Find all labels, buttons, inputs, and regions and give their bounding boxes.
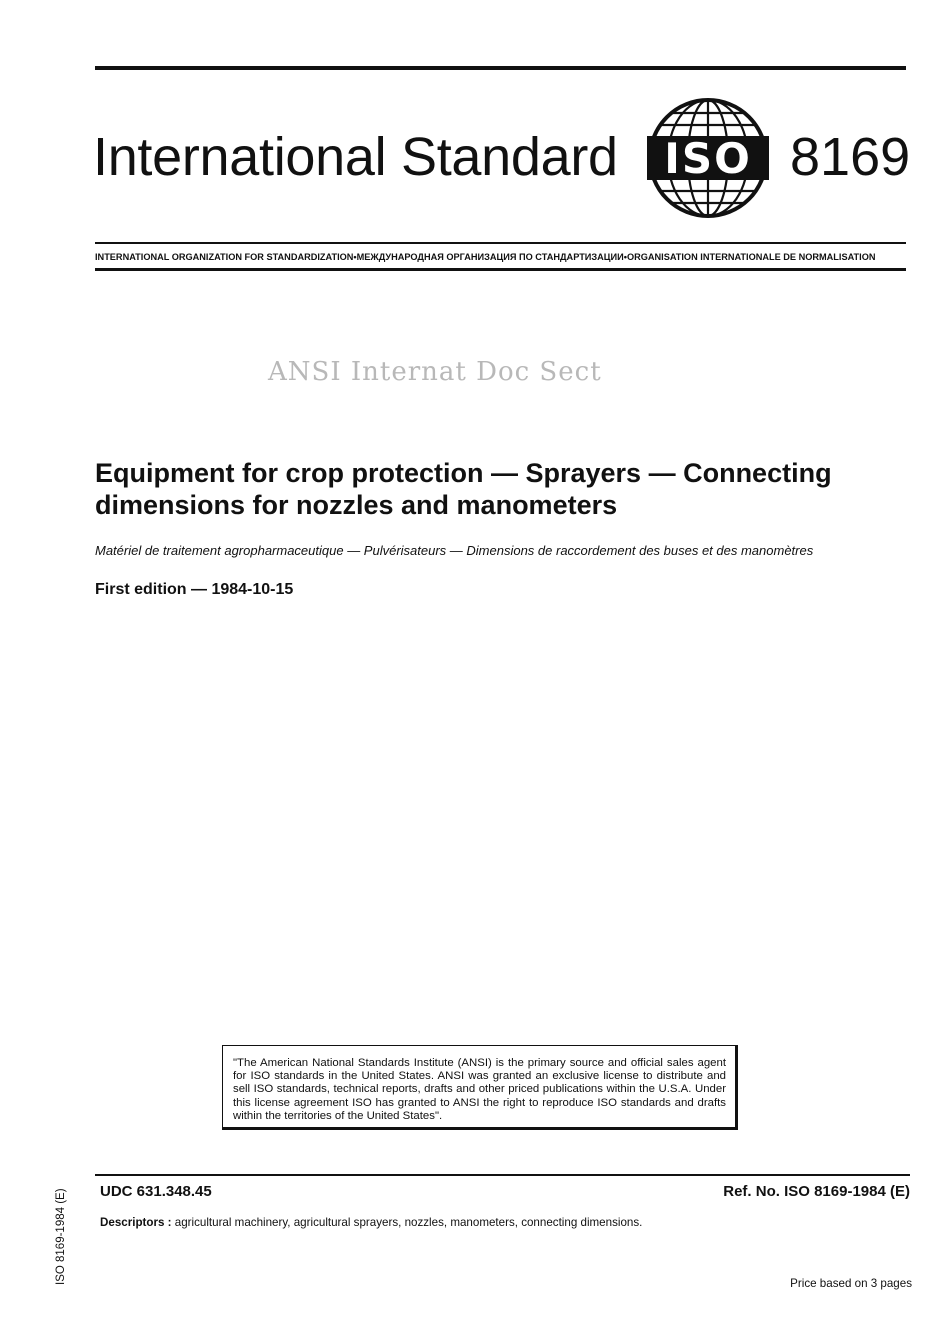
reference-number: Ref. No. ISO 8169-1984 (E) bbox=[723, 1183, 910, 1200]
document-title bbox=[95, 457, 915, 521]
french-title: Matériel de traitement agropharmaceutique — Pulvérisateurs — Dimensions de raccordement des buses et des manomètres bbox=[95, 543, 814, 558]
organization-line: INTERNATIONAL ORGANIZATION FOR STANDARDIZATION•МЕЖДУНАРОДНАЯ ОРГАНИЗАЦИЯ ПО СТАНДАРТИЗАЦИИ•ORGANISATION INTERNATIONALE DE NORMALISATION bbox=[95, 252, 876, 262]
top-rule bbox=[95, 66, 906, 70]
side-reference: ISO 8169-1984 (E) bbox=[55, 1188, 67, 1285]
organization-rule-top bbox=[95, 242, 906, 244]
ansi-stamp: ANSI Internat Doc Sect bbox=[268, 357, 602, 387]
descriptors-label: Descriptors : bbox=[100, 1216, 172, 1229]
edition-date: First edition — 1984-10-15 bbox=[95, 581, 294, 598]
standard-number: 8169 bbox=[790, 127, 911, 187]
descriptors bbox=[100, 1215, 642, 1231]
udc-code: UDC 631.348.45 bbox=[100, 1183, 212, 1200]
ansi-notice-box: "The American National Standards Institute (ANSI) is the primary source and official sales agent for ISO standards in the United States. ANSI was granted an exclusive license to distribute and sell ISO standards, technical reports, drafts and other priced publications within the U.S.A. Under this license agreement ISO has granted to ANSI the right to reproduce ISO standards and drafts within the territories of the United States". bbox=[222, 1045, 738, 1130]
descriptors-text: agricultural machinery, agricultural sprayers, nozzles, manometers, connecting dimensions. bbox=[174, 1216, 643, 1229]
price-note: Price based on 3 pages bbox=[790, 1277, 912, 1290]
standard-heading: International Standard bbox=[93, 127, 618, 187]
iso-globe-logo bbox=[645, 95, 771, 221]
document-title-line-1: Equipment for crop protection — Sprayers — Connecting bbox=[95, 458, 832, 488]
organization-rule-bottom bbox=[95, 268, 906, 271]
document-title-line-2: dimensions for nozzles and manometers bbox=[95, 490, 618, 520]
footer-rule bbox=[95, 1174, 910, 1176]
iso-logo-text: ISO bbox=[664, 134, 752, 183]
